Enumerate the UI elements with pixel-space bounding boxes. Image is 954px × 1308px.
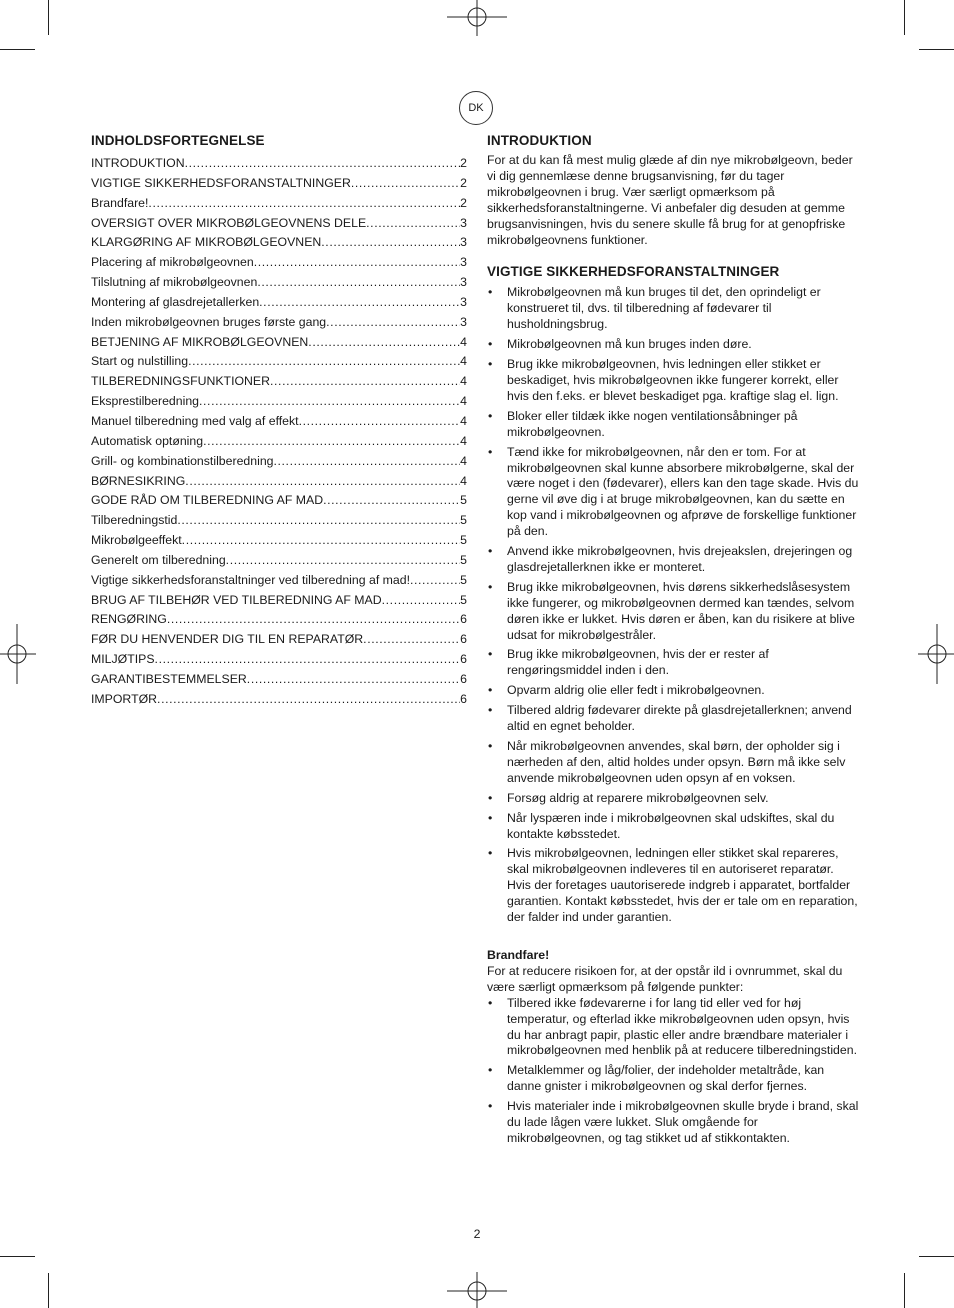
toc-entry-page: 4 [460, 473, 467, 488]
bullet-item: • Når mikrobølgeovnen anvendes, skal børn, der opholder sig i nærheden af den, altid holdes under opsyn. Børn må ikke selv anvende mikrobølgeovnen uden opsyn af en voksen. [487, 739, 859, 787]
toc-dot-leader [254, 253, 460, 273]
toc-dot-leader [299, 412, 461, 432]
toc-entry[interactable] [91, 690, 467, 710]
safety-list [487, 285, 859, 926]
toc-entry-label: FØR DU HENVENDER DIG TIL EN REPARATØR [91, 632, 364, 647]
toc-dot-leader [203, 432, 460, 452]
toc-dot-leader [185, 472, 460, 492]
registration-mark [918, 624, 954, 684]
toc-entry[interactable] [91, 412, 467, 432]
toc-entry-page: 5 [460, 592, 467, 607]
toc-entry[interactable] [91, 174, 467, 194]
toc-entry[interactable] [91, 491, 467, 511]
toc-dot-leader [410, 571, 460, 591]
toc-dot-leader [182, 531, 460, 551]
toc-dot-leader [247, 670, 460, 690]
toc-dot-leader [321, 233, 460, 253]
fire-heading: Brandfare! [487, 947, 550, 962]
toc-dot-leader [199, 392, 460, 412]
toc-entry-page: 3 [460, 275, 467, 290]
main-content [487, 133, 859, 1151]
toc-entry[interactable] [91, 511, 467, 531]
toc-entry-page: 5 [460, 513, 467, 528]
toc-entry-label: TILBEREDNINGSFUNKTIONER [91, 374, 271, 389]
toc-dot-leader [274, 452, 461, 472]
bullet-item: • Anvend ikke mikrobølgeovnen, hvis drejeakslen, drejeringen og glasdrejetallerknen ikke er monteret. [487, 544, 859, 576]
toc-dot-leader [326, 313, 460, 333]
bullet-item: • Tilbered ikke fødevarerne i for lang tid eller ved for høj temperatur, og efterlad ikke mikrobølgeovnen uden opsyn, hvis du har anbragt papir, plastic eller andre brændbare materialer i mikrobølgeovnen med henblik på at reducere tilberedningstiden. [487, 996, 859, 1060]
crop-mark [0, 1256, 35, 1257]
toc-dot-leader [323, 491, 460, 511]
toc-dot-leader [257, 273, 460, 293]
toc-entry-page: 4 [460, 453, 467, 468]
toc-entry-page: 6 [460, 652, 467, 667]
toc-entry-label: Eksprestilberedning [91, 394, 200, 409]
table-of-contents [91, 133, 467, 710]
toc-entry-label: KLARGØRING AF MIKROBØLGEOVNEN [91, 235, 322, 250]
registration-mark [447, 0, 507, 36]
toc-entry-page: 5 [460, 533, 467, 548]
page-number: 2 [473, 1227, 481, 1241]
crop-mark [904, 0, 905, 35]
toc-entry[interactable] [91, 630, 467, 650]
toc-dot-leader [363, 630, 460, 650]
toc-dot-leader [270, 372, 460, 392]
toc-dot-leader [351, 174, 460, 194]
toc-entry-page: 4 [460, 354, 467, 369]
bullet-item: • Forsøg aldrig at reparere mikrobølgeovnen selv. [487, 791, 859, 807]
toc-entry-label: BRUG AF TILBEHØR VED TILBEREDNING AF MAD [91, 592, 382, 607]
toc-entry[interactable] [91, 531, 467, 551]
bullet-item: • Hvis materialer inde i mikrobølgeovnen skulle bryde i brand, skal du lade lågen være lukket. Sluk omgående for mikrobølgeovnen, og tag stikket ud af stikkontakten. [487, 1099, 859, 1147]
toc-entry[interactable] [91, 571, 467, 591]
toc-entry-page: 2 [460, 195, 467, 210]
toc-entry-page: 2 [460, 156, 467, 170]
toc-entry-label: Brandfare! [91, 195, 149, 210]
intro-heading: INTRODUKTION [487, 133, 592, 148]
toc-dot-leader [177, 511, 460, 531]
toc-dot-leader [188, 352, 460, 372]
toc-entry-label: Placering af mikrobølgeovnen [91, 255, 254, 270]
toc-entry-label: Vigtige sikkerhedsforanstaltninger ved tilberedning af mad! [91, 572, 410, 587]
toc-entry-label: INTRODUKTION [91, 156, 185, 170]
toc-entry[interactable] [91, 273, 467, 293]
fire-intro: For at reducere risikoen for, at der opstår ild i ovnrummet, skal du være særligt opmærksom på følgende punkter: [487, 963, 843, 994]
crop-mark [904, 1273, 905, 1308]
toc-dot-leader [382, 591, 461, 611]
toc-dot-leader [167, 610, 460, 630]
toc-entry[interactable] [91, 194, 467, 214]
toc-heading: INDHOLDSFORTEGNELSE [91, 133, 265, 148]
toc-entry[interactable] [91, 670, 467, 690]
toc-entry[interactable] [91, 372, 467, 392]
bullet-item: • Tænd ikke for mikrobølgeovnen, når den er tom. For at mikrobølgeovnen skal kunne absorbere mikrobølgerne, skal der være noget i den (fødevarer), ellers kan den tage skade. Hvis du gerne vil øve dig i at bruge mikrobølgeovnen, kan du sætte en kop vand i mikrobølgeovnen og afprøve de forskellige funktioner på den. [487, 445, 859, 540]
bullet-item: • Mikrobølgeovnen må kun bruges inden døre. [487, 337, 859, 353]
toc-entry[interactable] [91, 333, 467, 353]
toc-entry-label: GARANTIBESTEMMELSER [91, 671, 247, 686]
toc-entry[interactable] [91, 293, 467, 313]
toc-dot-leader [185, 154, 461, 174]
toc-dot-leader [157, 690, 460, 710]
safety-heading: VIGTIGE SIKKERHEDSFORANSTALTNINGER [487, 264, 780, 280]
toc-entry-page: 3 [460, 255, 467, 270]
toc-dot-leader [155, 650, 461, 670]
bullet-item: • Metalklemmer og låg/folier, der indeholder metaltråde, kan danne gnister i mikrobølgeovnen og skal derfor fjernes. [487, 1063, 859, 1095]
toc-entry-label: GODE RÅD OM TILBEREDNING AF MAD [91, 493, 324, 508]
toc-entry[interactable] [91, 233, 467, 253]
bullet-item: • Brug ikke mikrobølgeovnen, hvis ledningen eller stikket er beskadiget, hvis mikrobølgeovnen ikke fungerer korrekt, eller hvis den f.eks. er blevet beskadiget pga. kraftige slag el. lign. [487, 357, 859, 405]
toc-entry[interactable] [91, 154, 467, 174]
toc-entry-label: Tilslutning af mikrobølgeovnen [91, 275, 258, 290]
toc-entry-page: 5 [460, 552, 467, 567]
toc-dot-leader [308, 333, 460, 353]
bullet-item: • Opvarm aldrig olie eller fedt i mikrobølgeovnen. [487, 683, 859, 699]
toc-entry[interactable] [91, 591, 467, 611]
toc-dot-leader [226, 551, 460, 571]
toc-entry-label: Manuel tilberedning med valg af effekt [91, 413, 299, 428]
toc-entry-page: 4 [460, 413, 467, 428]
toc-entry-page: 3 [460, 235, 467, 250]
crop-mark [919, 49, 954, 50]
toc-list [91, 154, 467, 710]
crop-mark [0, 49, 35, 50]
toc-entry[interactable] [91, 313, 467, 333]
toc-entry-label: OVERSIGT OVER MIKROBØLGEOVNENS DELE [91, 215, 367, 230]
toc-entry[interactable] [91, 352, 467, 372]
toc-entry-label: BØRNESIKRING [91, 473, 186, 488]
toc-entry[interactable] [91, 610, 467, 630]
toc-entry-page: 5 [460, 572, 467, 587]
toc-entry-label: Mikrobølgeeffekt [91, 533, 182, 548]
toc-entry-page: 2 [460, 175, 467, 190]
toc-entry-page: 6 [460, 691, 467, 706]
toc-entry-page: 6 [460, 671, 467, 686]
toc-entry-label: BETJENING AF MIKROBØLGEOVNEN [91, 334, 309, 349]
toc-entry-page: 3 [460, 314, 467, 329]
toc-entry-page: 4 [460, 433, 467, 448]
toc-entry[interactable] [91, 214, 467, 234]
toc-entry-label: Start og nulstilling [91, 354, 189, 369]
toc-dot-leader [259, 293, 460, 313]
toc-entry[interactable] [91, 452, 467, 472]
toc-entry-label: VIGTIGE SIKKERHEDSFORANSTALTNINGER [91, 175, 351, 190]
bullet-item: • Bloker eller tildæk ikke nogen ventilationsåbninger på mikrobølgeovnen. [487, 409, 859, 441]
intro-paragraph: For at du kan få mest mulig glæde af din nye mikrobølgeovn, beder vi dig gennemlæse denne brugsanvisning, før du tager mikrobølgeovnen i brug. Vær særligt opmærksom på sikkerhedsforanstaltningerne. Vi anbefaler dig desuden at gemme brugsanvisningen, hvis du senere skulle få brug for at genopfriske mikrobølgeovnens funktioner. [487, 153, 853, 247]
toc-dot-leader [366, 214, 460, 234]
toc-entry[interactable] [91, 253, 467, 273]
crop-mark [919, 1256, 954, 1257]
bullet-item: • Tilbered aldrig fødevarer direkte på glasdrejetallerknen; anvend altid en egnet beholder. [487, 703, 859, 735]
registration-mark [447, 1272, 507, 1308]
toc-entry-label: Inden mikrobølgeovnen bruges første gang [91, 314, 327, 329]
crop-mark [48, 1273, 49, 1308]
toc-entry-page: 4 [460, 374, 467, 389]
toc-entry-page: 3 [460, 294, 467, 309]
toc-entry-label: Montering af glasdrejetallerken [91, 294, 260, 309]
toc-entry-label: MILJØTIPS [91, 652, 155, 667]
toc-entry-label: RENGØRING [91, 612, 167, 627]
crop-mark [48, 0, 49, 35]
language-badge: DK [459, 91, 493, 125]
registration-mark [0, 624, 36, 684]
toc-entry-page: 3 [460, 215, 467, 230]
toc-entry[interactable] [91, 392, 467, 412]
bullet-item: • Brug ikke mikrobølgeovnen, hvis dørens sikkerhedslåsesystem ikke fungerer, og mikrobølgeovnen dermed kan tændes, selvom døren ikke er lukket. Hvis døren er åben, kan du risikere at blive udsat for mikrobølgestråler. [487, 580, 859, 644]
toc-entry-label: Automatisk optøning [91, 433, 204, 448]
toc-entry-label: Tilberedningstid [91, 513, 178, 528]
fire-list [487, 996, 859, 1147]
toc-entry-page: 6 [460, 612, 467, 627]
toc-entry[interactable] [91, 472, 467, 492]
bullet-item: • Hvis mikrobølgeovnen, ledningen eller stikket skal repareres, skal mikrobølgeovnen indleveres til en autoriseret reparatør. Hvis der foretages uautoriserede indgreb i apparatet, bortfalder garantien. Kontakt købsstedet, hvis der er tale om en reparation, der falder ind under garantien. [487, 846, 859, 926]
toc-entry-page: 4 [460, 394, 467, 409]
toc-entry-page: 6 [460, 632, 467, 647]
toc-entry[interactable] [91, 650, 467, 670]
toc-entry-label: Generelt om tilberedning [91, 552, 226, 567]
toc-entry-page: 4 [460, 334, 467, 349]
toc-entry-page: 5 [460, 493, 467, 508]
bullet-item: • Brug ikke mikrobølgeovnen, hvis der er rester af rengøringsmiddel inden i den. [487, 647, 859, 679]
bullet-item: • Når lyspæren inde i mikrobølgeovnen skal udskiftes, skal du kontakte købsstedet. [487, 811, 859, 843]
toc-entry-label: Grill- og kombinationstilberedning [91, 453, 274, 468]
toc-dot-leader [148, 194, 460, 214]
toc-entry-label: IMPORTØR [91, 691, 158, 706]
bullet-item: • Mikrobølgeovnen må kun bruges til det, den oprindeligt er konstrueret til, dvs. til tilberedning af fødevarer til husholdningsbrug. [487, 285, 859, 333]
toc-entry[interactable] [91, 432, 467, 452]
toc-entry[interactable] [91, 551, 467, 571]
